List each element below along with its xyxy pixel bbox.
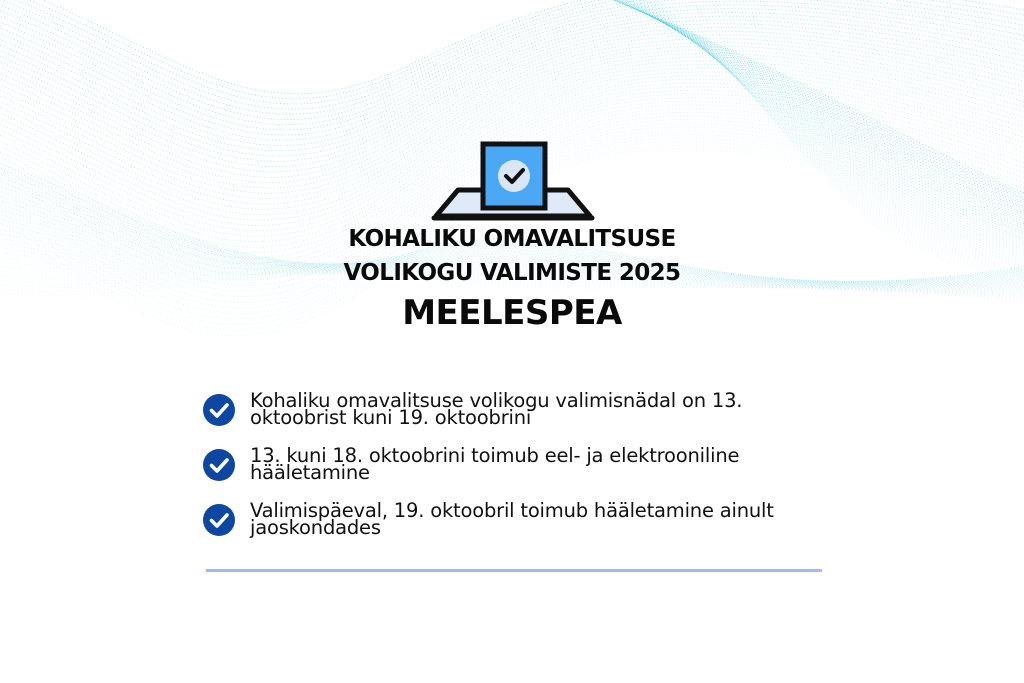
wave-line (608, 0, 1024, 248)
wave-line (590, 0, 1024, 230)
check-circle-icon (202, 393, 236, 427)
wave-line (598, 0, 1024, 238)
wave-line (574, 0, 1024, 214)
list-item (200, 443, 840, 498)
wave-line (578, 0, 1024, 218)
ballot-box-icon (428, 138, 598, 224)
wave-line (602, 0, 1024, 242)
wave-line (614, 0, 1024, 254)
wave-line (594, 0, 1024, 234)
wave-line (616, 0, 1024, 256)
wave-line (618, 0, 1024, 258)
title-line-1: KOHALIKU OMAVALITSUSE (348, 226, 676, 252)
list-item (200, 388, 840, 443)
wave-line (580, 0, 1024, 220)
wave-line (0, 0, 1024, 104)
page-title: MEELESPEA (402, 293, 622, 333)
list-item-text: Kohaliku omavalitsuse volikogu valimisnädal on 13. oktoobrist kuni 19. oktoobrini (250, 389, 743, 429)
wave-line (0, 8, 1024, 135)
list-item-text: 13. kuni 18. oktoobrini toimub eel- ja elektrooniline hääletamine (250, 444, 740, 484)
wave-line (0, 20, 1024, 146)
title-line-2: VOLIKOGU VALIMISTE 2025 (343, 260, 681, 286)
wave-line (620, 0, 1024, 260)
check-circle-icon (202, 503, 236, 537)
title-block (212, 222, 812, 336)
wave-line (582, 0, 1024, 222)
list-item-text: Valimispäeval, 19. oktoobril toimub hääletamine ainult jaoskondades (250, 499, 774, 539)
divider (206, 569, 822, 572)
check-circle-icon (202, 448, 236, 482)
reminder-list (200, 388, 840, 553)
list-item (200, 498, 840, 553)
wave-line (572, 0, 1024, 212)
wave-line (564, 0, 1024, 204)
wave-line (0, 0, 1024, 114)
wave-line (0, 0, 1024, 109)
wave-line (570, 0, 1024, 210)
wave-line (0, 0, 1024, 119)
